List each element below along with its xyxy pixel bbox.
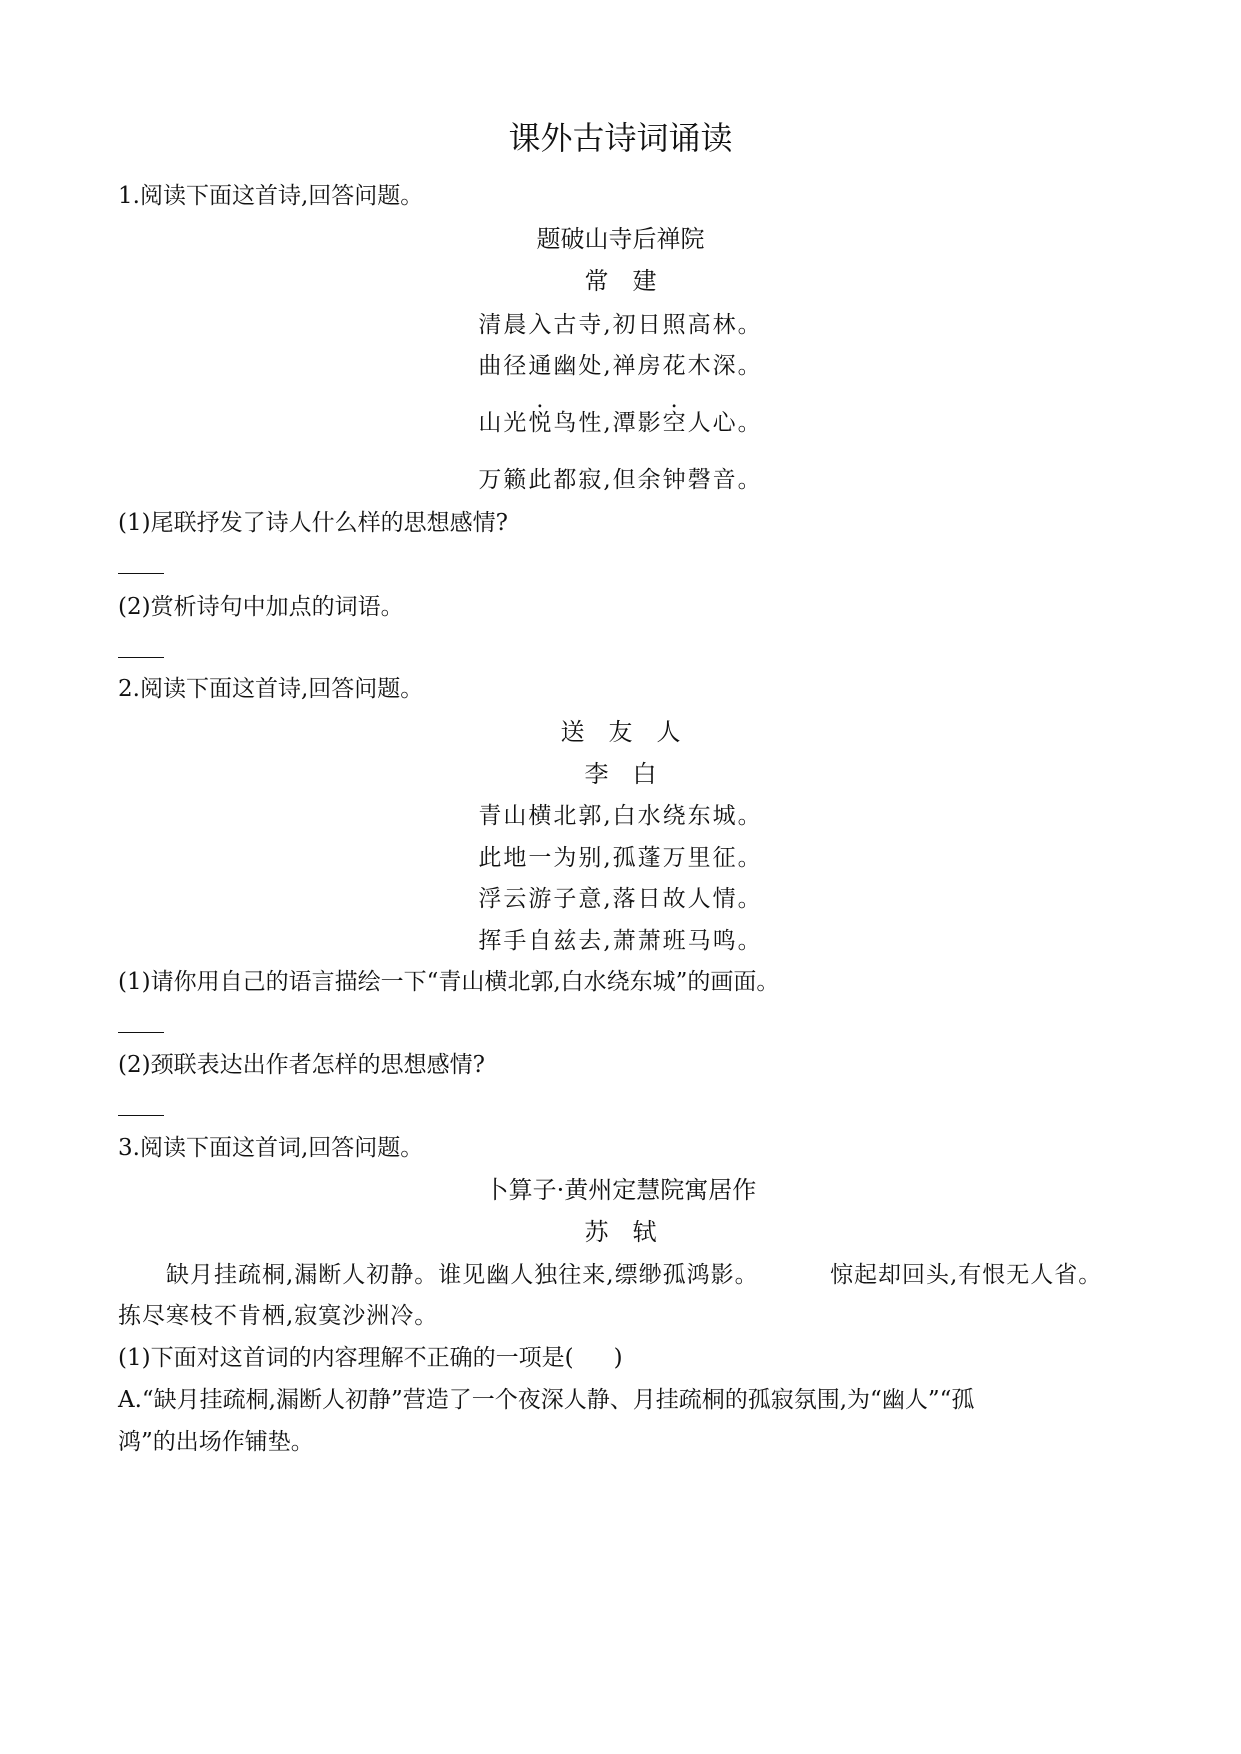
q2-answer-line-1[interactable] [118,1032,164,1033]
q3-ci-text-line-1b: 惊起却回头,有恨无人省。 [830,1262,1103,1288]
q3-option-a-line-2: 鸿”的出场作铺垫。 [118,1429,314,1455]
q3-sub-question-1-text: (1)下面对这首词的内容理解不正确的一项是( [118,1345,574,1371]
q3-sub-question-1 [118,1343,623,1373]
q1-verse-3-part-a: 山光 [478,410,529,436]
q1-poem-title: 题破山寺后禅院 [536,225,705,253]
q2-sub-question-1: (1)请你用自己的语言描绘一下“青山横北郭,白水绕东城”的画面。 [118,969,780,995]
emphasis-dot-word-kong: 空 [662,410,688,436]
q1-prompt: 1.阅读下面这首诗,回答问题。 [118,183,424,209]
q1-answer-line-1[interactable] [118,573,164,574]
q3-ci-text-line-1a: 缺月挂疏桐,漏断人初静。谁见幽人独往来,缥缈孤鸿影。 [166,1262,759,1288]
page-title: 课外古诗词诵读 [508,119,733,157]
q1-verse-3-part-c: 鸟性,潭影 [553,410,663,436]
q1-sub-question-1: (1)尾联抒发了诗人什么样的思想感情? [118,510,508,536]
q3-sub-question-1-close: ) [613,1345,623,1371]
emphasis-dot-word-yue: 悦 [528,410,554,436]
q1-poem-author: 常 建 [584,267,657,295]
q2-verse-2: 此地一为别,孤蓬万里征。 [478,845,763,871]
q3-ci-text-line-2: 拣尽寒枝不肯栖,寂寞沙洲冷。 [118,1303,439,1329]
q2-poem-author: 李 白 [584,760,657,788]
q1-verse-3 [0,408,1241,438]
q2-sub-question-2: (2)颈联表达出作者怎样的思想感情? [118,1052,485,1078]
q1-answer-line-2[interactable] [118,657,164,658]
q2-verse-3: 浮云游子意,落日故人情。 [478,886,763,912]
q1-verse-1: 清晨入古寺,初日照高林。 [478,312,763,338]
q3-prompt: 3.阅读下面这首词,回答问题。 [118,1135,424,1161]
q2-poem-title: 送 友 人 [560,718,681,746]
q2-verse-4: 挥手自兹去,萧萧班马鸣。 [478,928,763,954]
q2-prompt: 2.阅读下面这首诗,回答问题。 [118,676,424,702]
q1-verse-4: 万籁此都寂,但余钟磬音。 [478,467,763,493]
q2-verse-1: 青山横北郭,白水绕东城。 [478,803,763,829]
q3-poem-title: 卜算子·黄州定慧院寓居作 [484,1176,757,1204]
q1-verse-3-part-e: 人心。 [687,410,763,436]
q2-answer-line-2[interactable] [118,1115,164,1116]
q1-sub-question-2: (2)赏析诗句中加点的词语。 [118,594,404,620]
q3-poem-author: 苏 轼 [584,1218,657,1246]
q1-verse-2: 曲径通幽处,禅房花木深。 [478,353,763,379]
q3-option-a-line-1: A.“缺月挂疏桐,漏断人初静”营造了一个夜深人静、月挂疏桐的孤寂氛围,为“幽人”“孤 [118,1387,975,1413]
